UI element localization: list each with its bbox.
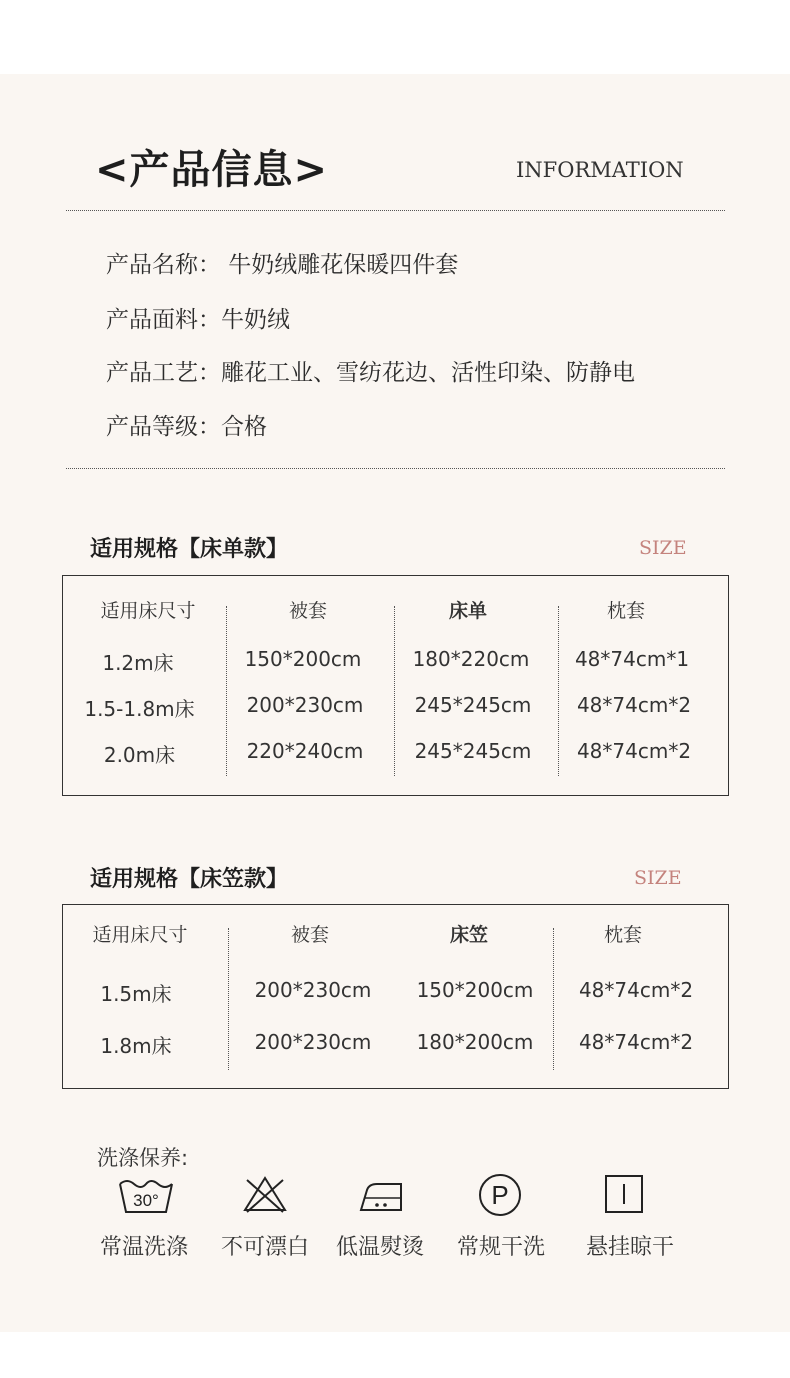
table-cell: 180*200cm xyxy=(416,1030,534,1054)
col-header-duvet: 被套 xyxy=(290,924,329,946)
dry-clean-p-icon xyxy=(470,1172,530,1220)
table-cell: 150*200cm xyxy=(244,647,362,671)
no-bleach-icon xyxy=(235,1174,295,1218)
table-cell: 1.5m床 xyxy=(100,982,172,1006)
sheet-section-title: 适用规格【床单款】 xyxy=(90,537,289,562)
fitted-size-tag: SIZE xyxy=(634,867,682,889)
line-dry-icon xyxy=(594,1172,654,1220)
table-cell: 245*245cm xyxy=(414,739,532,763)
table-cell: 48*74cm*2 xyxy=(578,978,694,1002)
info-grade: 产品等级：合格 xyxy=(106,414,267,440)
table-cell: 200*230cm xyxy=(246,693,364,717)
care-title: 洗涤保养: xyxy=(97,1146,189,1170)
col-header-duvet: 被套 xyxy=(288,600,327,622)
sheet-size-tag: SIZE xyxy=(639,537,687,559)
care-label-line-dry: 悬挂晾干 xyxy=(585,1235,674,1260)
info-craft: 产品工艺：雕花工业、雪纺花边、活性印染、防静电 xyxy=(106,360,635,386)
divider xyxy=(66,468,725,469)
col-header-bed-size: 适用床尺寸 xyxy=(100,600,196,622)
wash-temp-text: 30° xyxy=(133,1191,159,1210)
info-fabric: 产品面料：牛奶绒 xyxy=(106,307,290,333)
col-header-fitted-sheet: 床笠 xyxy=(449,924,488,946)
table-cell: 48*74cm*1 xyxy=(574,647,690,671)
iron-low-icon xyxy=(351,1174,411,1218)
table-cell: 2.0m床 xyxy=(103,743,176,767)
dry-clean-letter: P xyxy=(491,1180,509,1210)
fitted-section-title: 适用规格【床笠款】 xyxy=(90,867,289,892)
table-cell: 180*220cm xyxy=(412,647,530,671)
table-cell: 200*230cm xyxy=(254,978,372,1002)
page-title: <产品信息> xyxy=(95,147,329,193)
col-header-pillowcase: 枕套 xyxy=(603,924,642,946)
table-cell: 1.2m床 xyxy=(102,651,174,675)
col-header-pillowcase: 枕套 xyxy=(606,600,645,622)
table-cell: 48*74cm*2 xyxy=(576,693,692,717)
table-cell: 48*74cm*2 xyxy=(578,1030,694,1054)
table-cell: 48*74cm*2 xyxy=(576,739,692,763)
table-cell: 1.5-1.8m床 xyxy=(84,697,195,721)
care-label-no-bleach: 不可漂白 xyxy=(220,1235,309,1260)
page-title-en: INFORMATION xyxy=(516,158,684,182)
care-label-iron: 低温熨烫 xyxy=(335,1235,424,1260)
care-label-wash: 常温洗涤 xyxy=(99,1235,188,1260)
wash-30-icon xyxy=(116,1174,176,1218)
table-cell: 220*240cm xyxy=(246,739,364,763)
info-product-name: 产品名称： 牛奶绒雕花保暖四件套 xyxy=(106,252,459,278)
table-cell: 150*200cm xyxy=(416,978,534,1002)
col-header-sheet: 床单 xyxy=(448,600,487,622)
col-header-bed-size: 适用床尺寸 xyxy=(92,924,188,946)
table-cell: 1.8m床 xyxy=(100,1034,172,1058)
table-cell: 245*245cm xyxy=(414,693,532,717)
divider xyxy=(66,210,725,211)
care-label-dry-clean: 常规干洗 xyxy=(456,1235,545,1260)
table-cell: 200*230cm xyxy=(254,1030,372,1054)
column-divider xyxy=(228,928,229,1070)
